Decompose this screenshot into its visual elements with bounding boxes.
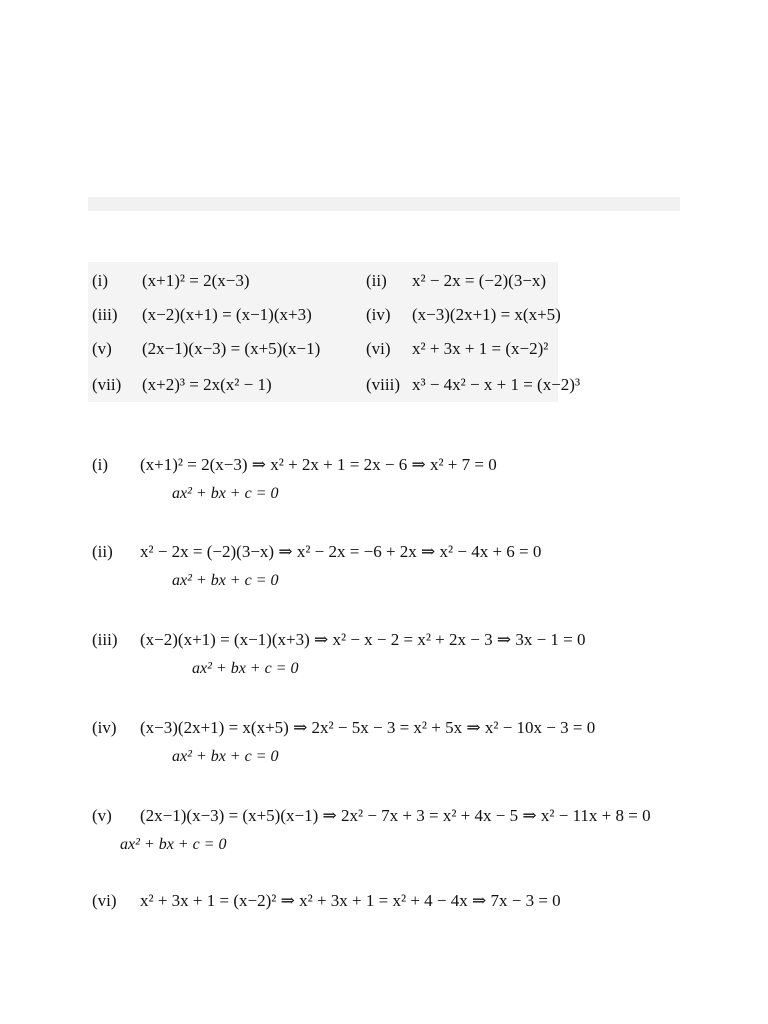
- question-label: (viii): [366, 375, 400, 394]
- solution-working: x² − 2x = (−2)(3−x) ⇒ x² − 2x = −6 + 2x ⇒ x² − 4x + 6 = 0: [140, 542, 542, 561]
- question-equation: (x−3)(2x+1) = x(x+5): [412, 305, 561, 324]
- solution-label: (i): [92, 455, 109, 474]
- question-label: (ii): [366, 271, 387, 290]
- questions-table: [88, 262, 581, 402]
- question-label: (v): [92, 339, 112, 358]
- page-header-band: [88, 197, 680, 211]
- question-label: (vii): [92, 375, 122, 394]
- general-form: ax² + bx + c = 0: [192, 660, 299, 677]
- solution-label: (ii): [92, 542, 113, 561]
- question-equation: x² − 2x = (−2)(3−x): [412, 271, 547, 290]
- question-equation: x² + 3x + 1 = (x−2)²: [412, 339, 549, 358]
- question-label: (iv): [366, 305, 391, 324]
- general-form: ax² + bx + c = 0: [172, 572, 279, 589]
- solution-label: (vi): [92, 891, 117, 910]
- question-label: (i): [92, 271, 109, 290]
- solution-label: (iii): [92, 630, 118, 649]
- solution-working: (2x−1)(x−3) = (x+5)(x−1) ⇒ 2x² − 7x + 3 = x² + 4x − 5 ⇒ x² − 11x + 8 = 0: [140, 806, 651, 825]
- solution-working: (x−3)(2x+1) = x(x+5) ⇒ 2x² − 5x − 3 = x² + 5x ⇒ x² − 10x − 3 = 0: [140, 718, 596, 737]
- solution-label: (v): [92, 806, 112, 825]
- general-form: ax² + bx + c = 0: [172, 485, 279, 502]
- question-label: (iii): [92, 305, 118, 324]
- question-equation: (x+2)³ = 2x(x² − 1): [142, 375, 272, 394]
- solution-working: x² + 3x + 1 = (x−2)² ⇒ x² + 3x + 1 = x² + 4 − 4x ⇒ 7x − 3 = 0: [140, 891, 561, 910]
- solution-working: (x−2)(x+1) = (x−1)(x+3) ⇒ x² − x − 2 = x² + 2x − 3 ⇒ 3x − 1 = 0: [140, 630, 586, 649]
- solution-working: (x+1)² = 2(x−3) ⇒ x² + 2x + 1 = 2x − 6 ⇒ x² + 7 = 0: [140, 455, 497, 474]
- question-label: (vi): [366, 339, 391, 358]
- general-form: ax² + bx + c = 0: [120, 836, 227, 853]
- solution-label: (iv): [92, 718, 117, 737]
- question-equation: (x+1)² = 2(x−3): [142, 271, 250, 290]
- question-equation: x³ − 4x² − x + 1 = (x−2)³: [412, 375, 581, 394]
- question-equation: (x−2)(x+1) = (x−1)(x+3): [142, 305, 312, 324]
- general-form: ax² + bx + c = 0: [172, 748, 279, 765]
- question-equation: (2x−1)(x−3) = (x+5)(x−1): [142, 339, 321, 358]
